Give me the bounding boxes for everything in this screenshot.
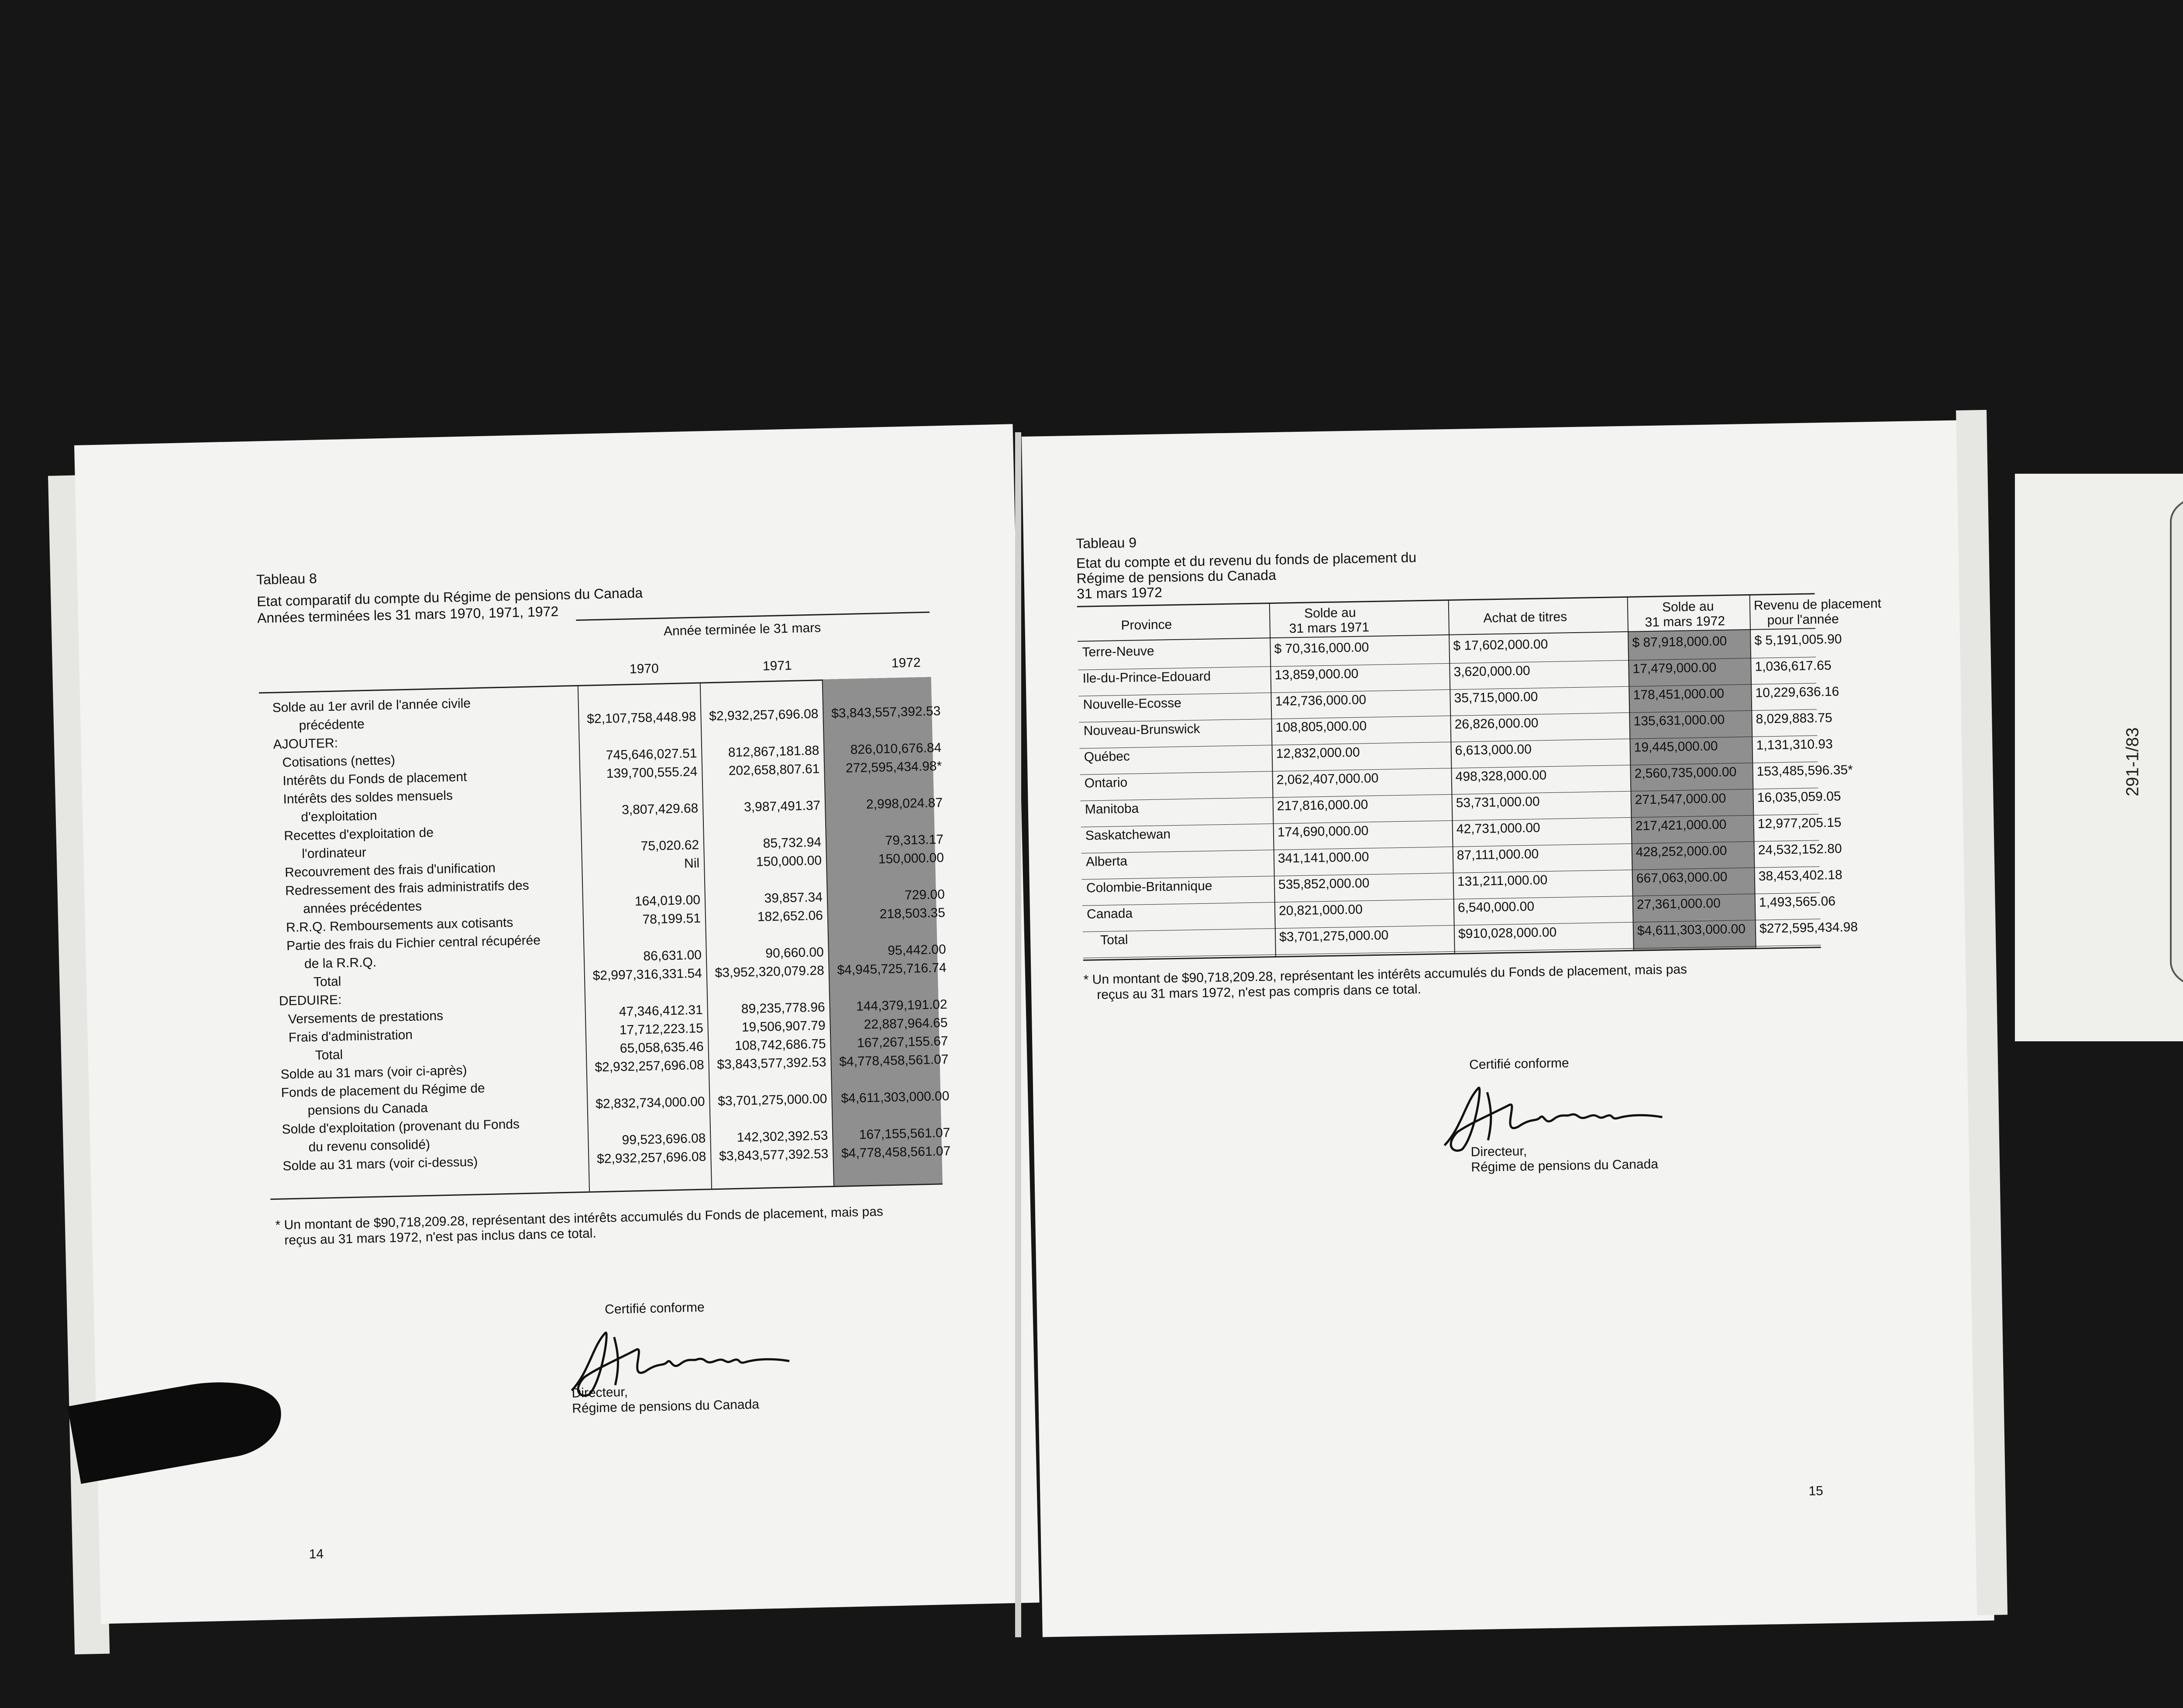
catalog-number: 291-1/83 xyxy=(2123,727,2142,796)
cell-c3: 135,631,000.00 xyxy=(1633,713,1725,729)
cell-1971: $3,843,577,392.53 xyxy=(719,1147,829,1164)
cell-c4: 24,532,152.80 xyxy=(1758,841,1842,857)
row-label: Redressement des frais administratifs des xyxy=(285,878,530,899)
cell-1971: 202,658,807.61 xyxy=(728,761,820,778)
province-name: Nouvelle-Ecosse xyxy=(1083,696,1182,712)
cell-1970 xyxy=(585,820,699,822)
cell-1970 xyxy=(592,1113,705,1116)
cell-1972: 2,998,024.87 xyxy=(866,795,943,812)
province-name: Saskatchewan xyxy=(1085,827,1171,843)
cell-c3: 19,445,000.00 xyxy=(1634,739,1718,755)
cell-c3: 428,252,000.00 xyxy=(1636,843,1727,860)
signer-org-left: Régime de pensions du Canada xyxy=(572,1397,760,1416)
cell-c1: 13,859,000.00 xyxy=(1274,666,1359,682)
cell-1970: 75,020.62 xyxy=(640,837,699,854)
cell-1970 xyxy=(582,691,696,694)
row-label: Total xyxy=(315,1047,343,1063)
right-page xyxy=(1022,420,1994,1637)
book-spine xyxy=(1015,432,1021,1637)
row-rule xyxy=(1083,945,1821,958)
row-label: pensions du Canada xyxy=(307,1101,428,1118)
cell-1970 xyxy=(584,783,698,785)
cell-1971: 89,235,778.96 xyxy=(741,1000,826,1016)
cell-1970: Nil xyxy=(684,856,700,871)
header-province: Province xyxy=(1121,617,1172,633)
cell-c4: 16,035,059.05 xyxy=(1757,789,1841,805)
table-8-title: Etat comparatif du compte du Régime de pensions du Canada xyxy=(256,585,643,610)
cell-1971: $3,952,320,079.28 xyxy=(715,963,825,981)
page-number-left: 14 xyxy=(309,1546,324,1562)
cell-c2: 26,826,000.00 xyxy=(1454,716,1539,732)
row-label: Intérêts des soldes mensuels xyxy=(283,788,453,807)
cell-c1: $3,701,275,000.00 xyxy=(1279,928,1389,944)
cell-1970: 78,199.51 xyxy=(642,911,701,927)
cell-1970: $2,932,257,696.08 xyxy=(596,1149,706,1167)
cell-c3: 27,361,000.00 xyxy=(1636,896,1721,912)
row-label: Partie des frais du Fichier central récupérée xyxy=(286,933,541,954)
cell-1972: 729.00 xyxy=(904,887,945,903)
cell-1970: $2,997,316,331.54 xyxy=(592,966,702,983)
cell-1970 xyxy=(583,728,696,730)
cell-c1: 108,805,000.00 xyxy=(1275,719,1367,735)
cell-c4: 153,485,596.35* xyxy=(1756,762,1853,779)
cell-1971 xyxy=(713,1073,826,1076)
row-label: Versements de prestations xyxy=(288,1009,444,1027)
cell-1970: 164,019.00 xyxy=(634,892,701,909)
cell-1971 xyxy=(704,689,818,691)
year-1970: 1970 xyxy=(629,661,659,677)
cell-1971 xyxy=(714,1110,827,1112)
cell-c2: 6,540,000.00 xyxy=(1457,899,1535,915)
province-name: Terre-Neuve xyxy=(1082,644,1154,660)
cell-1972: $4,778,458,561.07 xyxy=(841,1143,951,1161)
cell-c4: 8,029,883.75 xyxy=(1756,710,1832,727)
cell-c1: 142,736,000.00 xyxy=(1275,692,1367,709)
cell-c4: 12,977,205.15 xyxy=(1757,815,1842,831)
row-label: années précédentes xyxy=(303,899,422,916)
cell-c2: 3,620,000.00 xyxy=(1453,663,1530,679)
header-rule xyxy=(576,612,930,621)
header-solde-1972-l2: 31 mars 1972 xyxy=(1645,613,1725,630)
row-label: R.R.Q. Remboursements aux cotisants xyxy=(286,915,513,935)
cell-c1: 341,141,000.00 xyxy=(1277,850,1369,866)
cell-1972: $4,611,303,000.00 xyxy=(841,1088,950,1106)
row-label: Solde d'exploitation (provenant du Fonds xyxy=(282,1117,520,1137)
cell-1970: 99,523,696.08 xyxy=(622,1131,706,1147)
archive-stamp xyxy=(2170,496,2183,988)
cell-c1: 12,832,000.00 xyxy=(1276,745,1360,761)
cell-c4: 10,229,636.16 xyxy=(1755,684,1839,700)
cell-1970: $2,832,734,000.00 xyxy=(595,1094,705,1112)
cell-c3: 271,547,000.00 xyxy=(1635,791,1726,807)
header-revenu-l1: Revenu de placement xyxy=(1753,596,1882,613)
year-1971: 1971 xyxy=(762,658,792,674)
cell-c2: 53,731,000.00 xyxy=(1456,794,1540,810)
signer-org-right: Régime de pensions du Canada xyxy=(1471,1157,1659,1175)
province-name: Québec xyxy=(1084,749,1130,764)
signer-title-right: Directeur, xyxy=(1470,1144,1527,1160)
header-solde-1971-l1: Solde au xyxy=(1304,605,1356,621)
cell-1971: $3,843,577,392.53 xyxy=(716,1055,826,1072)
header-solde-1971-l2: 31 mars 1971 xyxy=(1289,620,1370,636)
header-solde-1972-l1: Solde au xyxy=(1662,599,1714,615)
cell-1971: 19,506,907.79 xyxy=(741,1018,826,1035)
table-9-bottom-rule xyxy=(1083,947,1821,961)
table-bottom-rule xyxy=(270,1183,943,1200)
cell-1971: $3,701,275,000.00 xyxy=(717,1092,827,1109)
row-label: Solde au 31 mars (voir ci-après) xyxy=(280,1063,467,1082)
year-1972: 1972 xyxy=(891,655,921,671)
row-label: l'ordinateur xyxy=(301,845,367,861)
cell-1970 xyxy=(591,1076,704,1079)
cell-1971: $2,932,257,696.08 xyxy=(709,706,819,724)
cell-c3: 217,421,000.00 xyxy=(1635,817,1727,833)
signature-right xyxy=(1426,1071,1672,1163)
cell-1970: 47,346,412.31 xyxy=(619,1002,703,1019)
cell-1971: 150,000.00 xyxy=(756,853,822,869)
cell-1972: 272,595,434.98* xyxy=(845,759,942,776)
cell-c3: 178,451,000.00 xyxy=(1633,686,1725,702)
province-name: Canada xyxy=(1086,906,1133,922)
cell-1972: $4,945,725,716.74 xyxy=(837,960,947,978)
cell-1970: 745,646,027.51 xyxy=(606,746,697,763)
province-name: Nouveau-Brunswick xyxy=(1083,721,1200,738)
cell-1970: 65,058,635.46 xyxy=(620,1039,704,1056)
row-label: Total xyxy=(313,974,341,989)
cell-c2: $910,028,000.00 xyxy=(1458,925,1557,941)
cell-c2: 6,613,000.00 xyxy=(1455,742,1532,758)
cell-1972: 144,379,191.02 xyxy=(856,997,947,1014)
province-name: Alberta xyxy=(1085,854,1128,869)
table-9-footnote: * Un montant de $90,718,209.28, représentant les intérêts accumulés du Fonds de placement, mais pas xyxy=(1083,962,1687,987)
cell-c3: 17,479,000.00 xyxy=(1632,660,1717,676)
year-header: Année terminée le 31 mars xyxy=(663,620,821,639)
row-label: d'exploitation xyxy=(301,808,377,825)
province-name: Manitoba xyxy=(1085,801,1139,817)
cell-1971 xyxy=(705,725,819,727)
province-name: Total xyxy=(1100,932,1128,948)
row-label: Solde au 31 mars (voir ci-dessus) xyxy=(282,1154,478,1174)
cell-c3: $4,611,303,000.00 xyxy=(1637,922,1746,938)
signer-title-left: Directeur, xyxy=(572,1384,628,1401)
row-label: Frais d'administration xyxy=(288,1027,413,1045)
row-label: Cotisations (nettes) xyxy=(282,753,396,770)
table-8-label: Tableau 8 xyxy=(256,570,317,588)
cell-c2: 131,211,000.00 xyxy=(1457,873,1548,889)
table-8-footnote-cont: reçus au 31 mars 1972, n'est pas inclus dans ce total. xyxy=(284,1226,597,1248)
cell-c4: 1,131,310.93 xyxy=(1756,737,1833,753)
cell-1971: 142,302,392.53 xyxy=(737,1128,828,1145)
row-label: Fonds de placement du Régime de xyxy=(281,1081,485,1100)
certified-label: Certifié conforme xyxy=(604,1300,705,1317)
cell-c1: 217,816,000.00 xyxy=(1277,797,1368,813)
cell-1972: 167,155,561.07 xyxy=(859,1125,950,1142)
cell-c3: 667,063,000.00 xyxy=(1636,869,1728,886)
cell-1970 xyxy=(586,875,700,877)
page-number-right: 15 xyxy=(1808,1484,1824,1498)
table-9-label: Tableau 9 xyxy=(1075,534,1137,551)
row-label: précédente xyxy=(299,717,365,733)
cell-c4: 1,036,617.65 xyxy=(1755,658,1832,674)
cell-c1: 174,690,000.00 xyxy=(1277,823,1369,840)
row-label: de la R.R.Q. xyxy=(304,955,377,971)
cell-1972: 218,503.35 xyxy=(879,906,946,922)
cell-1971: 182,652.06 xyxy=(757,908,823,924)
row-label: Recettes d'exploitation de xyxy=(284,825,434,844)
cell-1972: 22,887,964.65 xyxy=(864,1015,948,1032)
header-achat: Achat de titres xyxy=(1483,610,1567,626)
province-name: Colombie-Britannique xyxy=(1086,878,1212,895)
table-9-title: Etat du compte et du revenu du fonds de placement du xyxy=(1076,549,1417,571)
cell-1971 xyxy=(709,871,822,874)
cell-c4: $272,595,434.98 xyxy=(1759,919,1858,936)
cell-1971: 39,857.34 xyxy=(764,890,823,906)
table-9-subtitle: Régime de pensions du Canada xyxy=(1076,567,1277,586)
cell-1972: 826,010,676.84 xyxy=(850,740,942,757)
archive-card xyxy=(2015,474,2183,1041)
cell-c2: 498,328,000.00 xyxy=(1455,768,1547,784)
cell-1972: 79,313.17 xyxy=(885,832,944,848)
cell-c3: $ 87,918,000.00 xyxy=(1632,634,1727,650)
cell-c2: 42,731,000.00 xyxy=(1456,820,1540,837)
cell-1971 xyxy=(707,816,821,819)
cell-1970: $2,107,758,448.98 xyxy=(586,709,696,727)
table-8-footnote: * Un montant de $90,718,209.28, représentant des intérêts accumulés du Fonds de placement, mais pas xyxy=(275,1204,884,1233)
cell-c2: $ 17,602,000.00 xyxy=(1453,637,1548,653)
cell-1971: 812,867,181.88 xyxy=(728,743,819,760)
cell-c4: 1,493,565.06 xyxy=(1759,894,1836,910)
cell-1970 xyxy=(589,985,702,987)
cell-1971 xyxy=(710,926,823,929)
cell-1970: 139,700,555.24 xyxy=(606,764,698,781)
table-8-subtitle: Années terminées les 31 mars 1970, 1971, 1972 xyxy=(257,603,559,626)
cell-1972: 95,442.00 xyxy=(887,942,947,958)
certified-label-right: Certifié conforme xyxy=(1469,1056,1569,1072)
cell-c1: 2,062,407,000.00 xyxy=(1276,771,1379,787)
row-label: du revenu consolidé) xyxy=(308,1137,430,1155)
row-label: Intérêts du Fonds de placement xyxy=(282,769,467,789)
cell-c2: 35,715,000.00 xyxy=(1454,689,1538,706)
row-label: Recouvrement des frais d'unification xyxy=(284,861,496,880)
table-9-footnote-cont: reçus au 31 mars 1972, n'est pas compris dans ce total. xyxy=(1097,982,1422,1002)
cell-1971: 3,987,491.37 xyxy=(744,798,821,815)
cell-1971 xyxy=(711,981,824,984)
province-name: Ontario xyxy=(1084,775,1128,791)
row-label: Solde au 1er avril de l'année civile xyxy=(272,696,471,715)
cell-1972: $3,843,557,392.53 xyxy=(831,704,941,721)
cell-1971: 108,742,686.75 xyxy=(734,1037,826,1054)
cell-c1: 535,852,000.00 xyxy=(1278,876,1370,892)
province-name: Ile-du-Prince-Edouard xyxy=(1082,669,1211,686)
cell-1970: 3,807,429.68 xyxy=(621,801,699,817)
header-revenu-l2: pour l'année xyxy=(1767,612,1839,628)
cell-c2: 87,111,000.00 xyxy=(1456,847,1539,863)
row-label: AJOUTER: xyxy=(273,736,338,752)
table-9-date: 31 mars 1972 xyxy=(1076,584,1163,602)
cell-c1: $ 70,316,000.00 xyxy=(1274,640,1369,656)
cell-1972: $4,778,458,561.07 xyxy=(839,1052,949,1069)
cell-1971 xyxy=(706,780,820,782)
cell-1972: 150,000.00 xyxy=(878,851,944,867)
row-label: DEDUIRE: xyxy=(279,992,342,1009)
cell-1970: 17,712,223.15 xyxy=(619,1021,704,1038)
cell-1970: $2,932,257,696.08 xyxy=(595,1057,704,1075)
cell-c4: 38,453,402.18 xyxy=(1758,868,1842,884)
cell-1970: 86,631.00 xyxy=(643,947,702,964)
cell-1971: 85,732.94 xyxy=(763,835,822,851)
cell-c3: 2,560,735,000.00 xyxy=(1634,764,1737,781)
cell-1971: 90,660.00 xyxy=(765,945,824,961)
cell-1972: 167,267,155.67 xyxy=(857,1033,948,1050)
cell-c4: $ 5,191,005.90 xyxy=(1754,632,1842,648)
cell-c1: 20,821,000.00 xyxy=(1278,902,1363,918)
cell-1970 xyxy=(588,930,701,932)
